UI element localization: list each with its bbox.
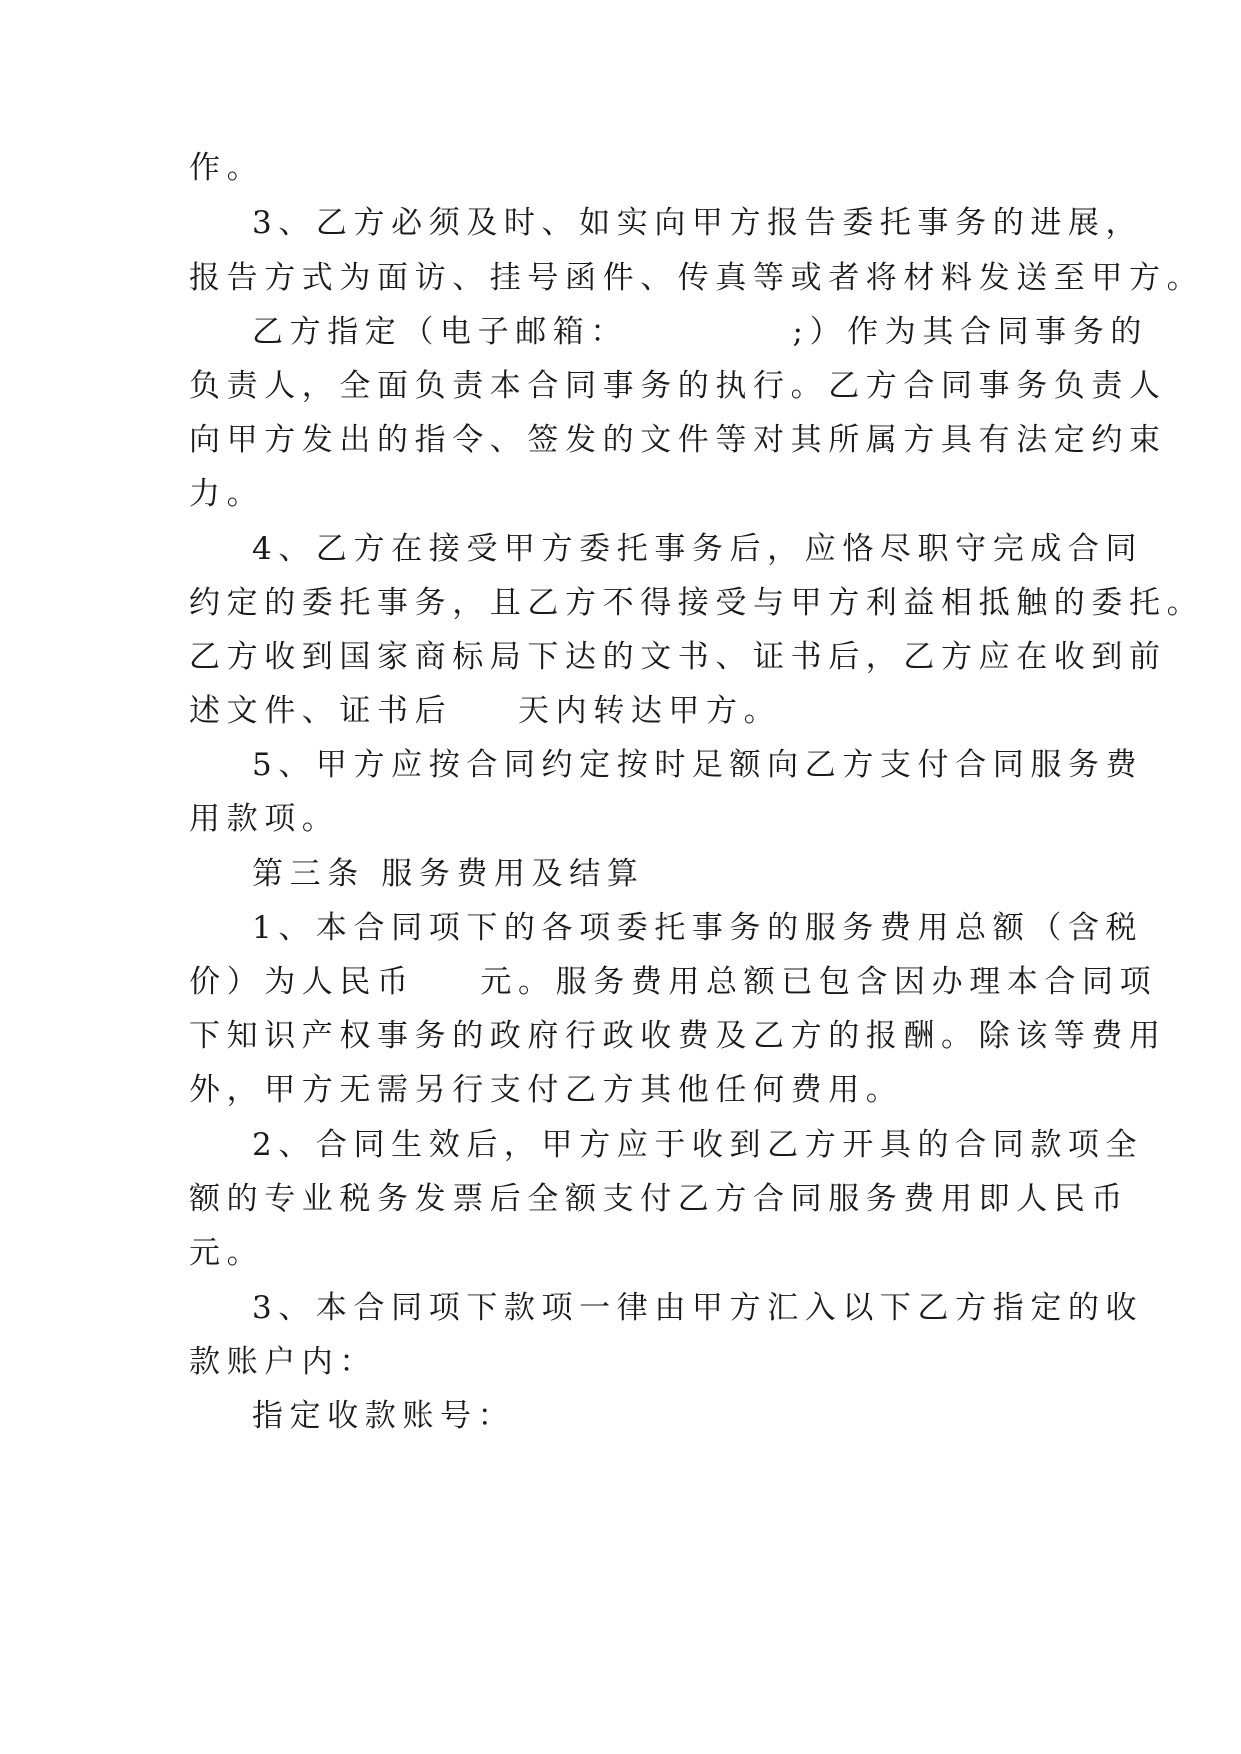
text-line: 乙方指定（电子邮箱： ;）作为其合同事务的 (252, 314, 1148, 350)
text-line: 用款项。 (189, 801, 340, 837)
text-line: 下知识产权事务的政府行政收费及乙方的报酬。除该等费用 (189, 1018, 1167, 1054)
section-heading: 第三条 服务费用及结算 (252, 856, 645, 892)
text-line: 3、乙方必须及时、如实向甲方报告委托事务的进展， (252, 205, 1144, 241)
text-line: 述文件、证书后 天内转达甲方。 (189, 693, 782, 729)
text-line: 报告方式为面访、挂号函件、传真等或者将材料发送至甲方。 (189, 260, 1205, 296)
text-line: 3、本合同项下款项一律由甲方汇入以下乙方指定的收 (252, 1290, 1144, 1326)
text-line: 4、乙方在接受甲方委托事务后，应恪尽职守完成合同 (252, 531, 1144, 567)
text-line: 指定收款账号： (252, 1398, 516, 1434)
text-line: 额的专业税务发票后全额支付乙方合同服务费用即人民币 (189, 1181, 1129, 1217)
text-line: 外，甲方无需另行支付乙方其他任何费用。 (189, 1072, 904, 1108)
text-line: 元。 (189, 1235, 265, 1271)
text-line: 负责人，全面负责本合同事务的执行。乙方合同事务负责人 (189, 368, 1167, 404)
text-line: 约定的委托事务，且乙方不得接受与甲方利益相抵触的委托。 (189, 585, 1205, 621)
text-line: 5、甲方应按合同约定按时足额向乙方支付合同服务费 (252, 747, 1144, 783)
text-line: 乙方收到国家商标局下达的文书、证书后，乙方应在收到前 (189, 639, 1167, 675)
text-line: 作。 (189, 150, 265, 186)
text-line: 1、本合同项下的各项委托事务的服务费用总额（含税 (252, 910, 1144, 946)
text-line: 力。 (189, 476, 265, 512)
text-line: 款账户内： (189, 1344, 377, 1380)
text-line: 价）为人民币 元。服务费用总额已包含因办理本合同项 (189, 964, 1158, 1000)
text-line: 2、合同生效后，甲方应于收到乙方开具的合同款项全 (252, 1127, 1144, 1163)
text-line: 向甲方发出的指令、签发的文件等对其所属方具有法定约束 (189, 422, 1167, 458)
